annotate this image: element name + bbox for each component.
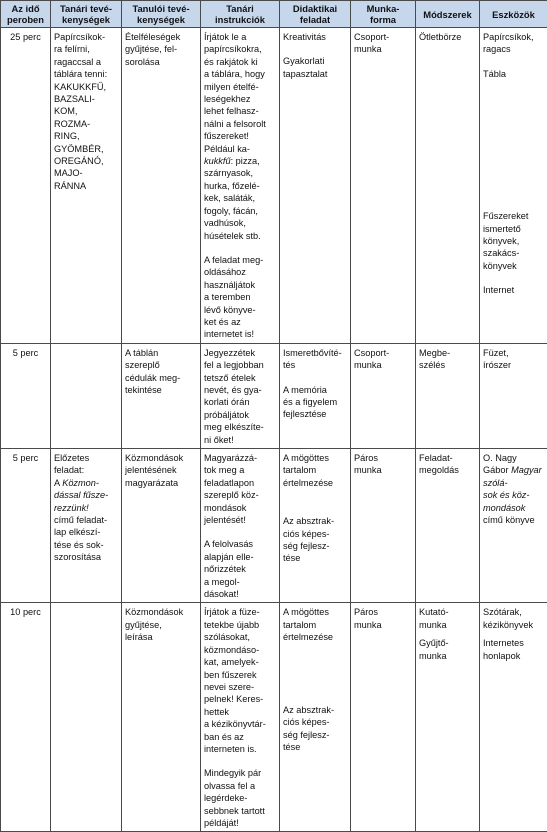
instruction-cell: Írjátok a füze- tetekbe újabb szólásokat, közmondáso- kat, amelyek- ben fűszerek nevei szere- pelnek! Keres- hettek a kézikönyvtár- ban és az interneten is. Mindegyik pár olvassa fel a legérdeke- sebbnek tartott példáját!: [201, 603, 280, 832]
tools-cell: O. Nagy Gábor Magyar szólá- sok és köz- mondások című könyve: [480, 449, 547, 603]
instruction-text: Írjátok le a papírcsíkokra, és rakjátok ki a táblára, hogy milyen ételfé- leségekhez lehet felhasz- nálni a felsorolt fűszereket! Például ka- kukkfű: pizza, szárnyasok, hurka, főzelé- kek, saláták, fogoly, fácán, vadhúsok, húsételek stb.: [204, 31, 276, 242]
method-cell: Ötletbörze: [416, 28, 480, 344]
header-teacher-activities: Tanári tevé- kenységek: [51, 1, 122, 28]
header-tools: Eszközök: [480, 1, 547, 28]
time-cell: 25 perc: [1, 28, 51, 344]
header-methods: Módszerek: [416, 1, 480, 28]
header-teacher-instructions: Tanári instrukciók: [201, 1, 280, 28]
instruction-cell: Írjátok le a papírcsíkokra, és rakjátok ki a táblára, hogy milyen ételfé- leségekhez lehet felhasz- nálni a felsorolt fűszereket! Például ka- kukkfű: pizza, szárnyasok, hurka, főzelé- kek, saláták, fogoly, fácán, vadhúsok, húsételek stb. A feladat meg- oldásához használjátok a teremben lévő könyve- ket és az internetet is!: [201, 28, 280, 344]
instruction-cell: Magyarázzá- tok meg a feladatlapon szereplő köz- mondások jelentését! A felolvasás alapján elle- nőrizzétek a megol- dásokat!: [201, 449, 280, 603]
work-form-cell: Csoport- munka: [351, 343, 416, 448]
method-cell: Kutató- munka Gyűjtő- munka: [416, 603, 480, 832]
method-cell: Feladat- megoldás: [416, 449, 480, 603]
header-time: Az idő peroben: [1, 1, 51, 28]
table-row: [1, 449, 547, 603]
header-row: [1, 1, 547, 28]
time-cell: 5 perc: [1, 343, 51, 448]
student-cell: A táblán szereplő cédulák meg- tekintése: [122, 343, 201, 448]
header-work-form: Munka- forma: [351, 1, 416, 28]
teacher-cell: [51, 603, 122, 832]
table-row: [1, 603, 547, 832]
tools-cell: Szótárak, kézikönyvek Internetes honlapok: [480, 603, 547, 832]
work-form-cell: Csoport- munka: [351, 28, 416, 344]
student-cell: Ételféleségek gyűjtése, fel- sorolása: [122, 28, 201, 344]
time-cell: 10 perc: [1, 603, 51, 832]
student-cell: Közmondások jelentésének magyarázata: [122, 449, 201, 603]
student-cell: Közmondások gyűjtése, leírása: [122, 603, 201, 832]
work-form-cell: Páros munka: [351, 603, 416, 832]
teacher-cell: Papírcsíkok- ra felírni, ragaccsal a táblára tenni: KAKUKKFŰ, BAZSALI- KOM, ROZMA- RING, GYÖMBÉR, OREGÁNÓ, MAJO- RÁNNA: [51, 28, 122, 344]
header-didactic-task: Didaktikai feladat: [280, 1, 351, 28]
didactic-cell: Kreativitás Gyakorlati tapasztalat: [280, 28, 351, 344]
work-form-cell: Páros munka: [351, 449, 416, 603]
header-student-activities: Tanulói tevé- kenységek: [122, 1, 201, 28]
table-row: [1, 28, 547, 344]
table-row: [1, 343, 547, 448]
teacher-cell: [51, 343, 122, 448]
instruction-cell: Jegyezzétek fel a legjobban tetsző ételek nevét, és gya- korlati órán próbáljátok meg elkészíte- ni őket!: [201, 343, 280, 448]
didactic-cell: Ismeretbővíté- tés A memória és a figyelem fejlesztése: [280, 343, 351, 448]
didactic-cell: A mögöttes tartalom értelmezése Az absztrak- ciós képes- ség fejlesz- tése: [280, 603, 351, 832]
didactic-cell: A mögöttes tartalom értelmezése Az absztrak- ciós képes- ség fejlesz- tése: [280, 449, 351, 603]
time-cell: 5 perc: [1, 449, 51, 603]
tools-cell: Füzet, írószer: [480, 343, 547, 448]
teacher-cell: Előzetes feladat: A Közmon- dással fűsze- rezzünk! című feladat- lap elkészí- tése és sok- szorosítása: [51, 449, 122, 603]
method-cell: Megbe- szélés: [416, 343, 480, 448]
tools-cell: Papírcsíkok, ragacs Tábla Fűszereket ismertető könyvek, szakács- könyvek Internet: [480, 28, 547, 344]
